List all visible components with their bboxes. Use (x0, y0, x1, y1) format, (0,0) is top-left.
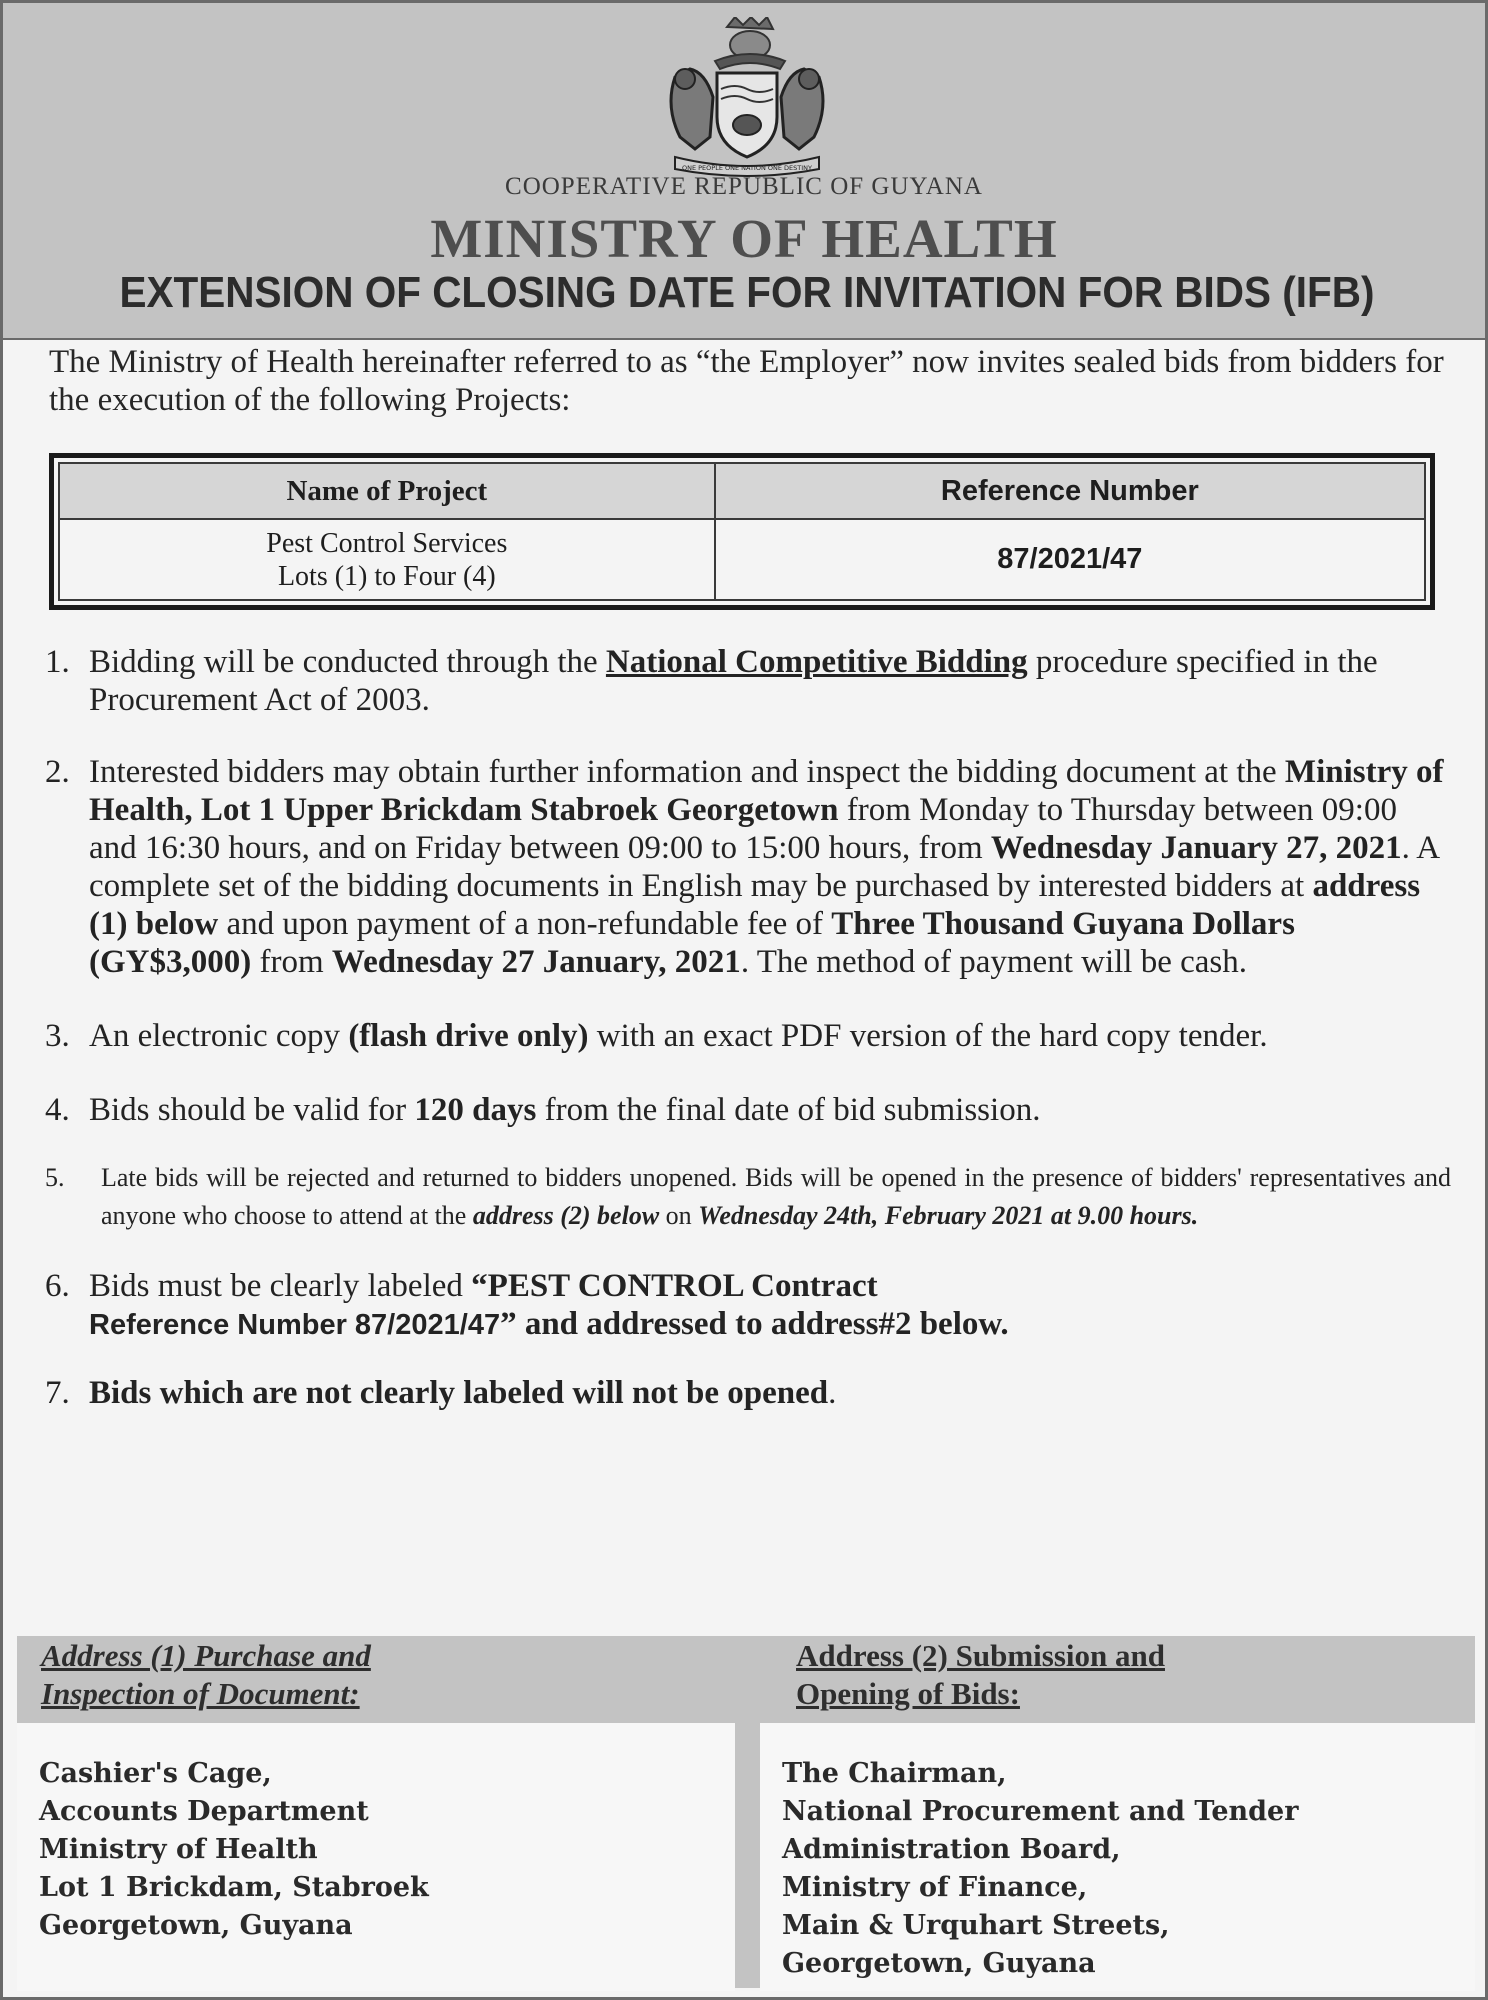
project-name-cell (59, 519, 715, 600)
item-text: Bids should be valid for (89, 1092, 415, 1128)
inspection-location: Ministry of Health, Lot 1 Upper Brickdam Stabroek Georgetown (89, 754, 1444, 828)
project-lots-line: Lots (1) to Four (4) (277, 560, 496, 592)
address2-box (760, 1723, 1475, 1991)
intro-paragraph: The Ministry of Health hereinafter referred to as “the Employer” now invites sealed bids from bidders for the execution of the following Projects: (49, 344, 1444, 418)
item-number: 4. (45, 1092, 70, 1128)
start-date: Wednesday January 27, 2021 (990, 830, 1402, 866)
item-text: Bidding will be conducted through the (89, 644, 606, 680)
list-item (41, 1159, 1451, 1235)
item-text: Interested bidders may obtain further information and inspect the bidding document at the (89, 754, 1285, 790)
address1-heading-line: Inspection of Document: (41, 1676, 360, 1711)
reference-label: Reference Number 87/2021/47 (89, 1309, 501, 1341)
notice-title: EXTENSION OF CLOSING DATE FOR INVITATION FOR BIDS (IFB) (119, 268, 1375, 317)
address-line: Georgetown, Guyana (782, 1948, 1096, 1979)
address1-heading-line: Address (1) Purchase and (41, 1638, 371, 1673)
item-text: . A complete set of the bidding documents in English may be purchased by interested bidders at (89, 830, 1439, 904)
address-line: Lot 1 Brickdam, Stabroek (39, 1872, 429, 1903)
address-line: Georgetown, Guyana (39, 1910, 353, 1941)
item-text: on (659, 1201, 699, 1230)
list-item (41, 1267, 1451, 1344)
address-line: Ministry of Finance, (782, 1872, 1088, 1903)
ministry-name: MINISTRY OF HEALTH (430, 208, 1058, 269)
item-text: from (251, 944, 332, 980)
address-reference: address (1) below (89, 868, 1421, 942)
label-text-end: ” and addressed to address#2 below. (500, 1306, 1009, 1342)
bidding-method: National Competitive Bidding (605, 644, 1028, 680)
purchase-date: Wednesday 27 January, 2021 (331, 944, 741, 980)
item-text: Bids must be clearly labeled (89, 1268, 472, 1304)
item-text: procedure specified in the Procurement Act of 2003. (89, 644, 1378, 718)
address-line: Main & Urquhart Streets, (782, 1910, 1170, 1941)
item-number: 7. (45, 1375, 70, 1411)
list-item (41, 1017, 1451, 1055)
address-line: Ministry of Health (39, 1834, 318, 1865)
column-header-project-name: Name of Project (59, 463, 715, 519)
list-item (41, 643, 1451, 719)
address-line: Cashier's Cage, (39, 1758, 272, 1789)
item-text: . (828, 1375, 837, 1411)
item-number: 2. (45, 754, 70, 790)
fee-amount: Three Thousand Guyana Dollars (GY$3,000) (89, 906, 1295, 980)
item-text: with an exact PDF version of the hard copy tender. (588, 1018, 1268, 1054)
address-line: The Chairman, (782, 1758, 1007, 1789)
item-number: 6. (45, 1268, 70, 1304)
table-row (59, 519, 1425, 600)
list-item (41, 1091, 1451, 1129)
item-number: 3. (45, 1018, 70, 1054)
address2-heading-line: Opening of Bids: (796, 1676, 1020, 1711)
address1-heading (41, 1637, 371, 1713)
republic-name: COOPERATIVE REPUBLIC OF GUYANA (505, 173, 983, 200)
address1-box (17, 1723, 735, 1991)
list-item (41, 753, 1451, 981)
project-table (49, 453, 1435, 610)
reference-number-cell: 87/2021/47 (715, 519, 1425, 600)
item-number: 5. (45, 1163, 65, 1192)
item-text: . The method of payment will be cash. (740, 944, 1247, 980)
item-number: 1. (45, 644, 70, 680)
address-line: National Procurement and Tender (782, 1796, 1299, 1827)
masthead (3, 3, 1485, 340)
address2-heading-line: Address (2) Submission and (796, 1638, 1165, 1673)
column-header-reference-number: Reference Number (715, 463, 1425, 519)
coat-of-arms-icon (655, 17, 839, 177)
validity-period: 120 days (414, 1092, 537, 1128)
item-text: and upon payment of a non-refundable fee of (218, 906, 832, 942)
address-line: Accounts Department (39, 1796, 369, 1827)
address-reference: address (2) below (472, 1201, 660, 1230)
item-text: An electronic copy (89, 1018, 349, 1054)
project-name-line: Pest Control Services (266, 527, 508, 559)
warning-text: Bids which are not clearly labeled will not be opened (89, 1375, 829, 1411)
item-text: from Monday to Thursday between 09:00 and 16:30 hours, and on Friday between 09:00 to 15:00 hours, from (89, 792, 1397, 866)
list-item (41, 1374, 1451, 1412)
label-text: “PEST CONTROL Contract (471, 1268, 878, 1304)
item-text: Late bids will be rejected and returned to bidders unopened. Bids will be opened in the presence of bidders' representatives and anyone who choose to attend at the (101, 1163, 1451, 1230)
address2-heading (796, 1637, 1165, 1713)
flash-drive-note: (flash drive only) (348, 1018, 589, 1054)
item-text: from the final date of bid submission. (536, 1092, 1041, 1128)
address-line: Administration Board, (782, 1834, 1121, 1865)
opening-date: Wednesday 24th, February 2021 at 9.00 hours. (698, 1201, 1199, 1230)
conditions-list (41, 643, 1451, 1412)
crest-motto: ONE PEOPLE ONE NATION ONE DESTINY (681, 164, 813, 172)
